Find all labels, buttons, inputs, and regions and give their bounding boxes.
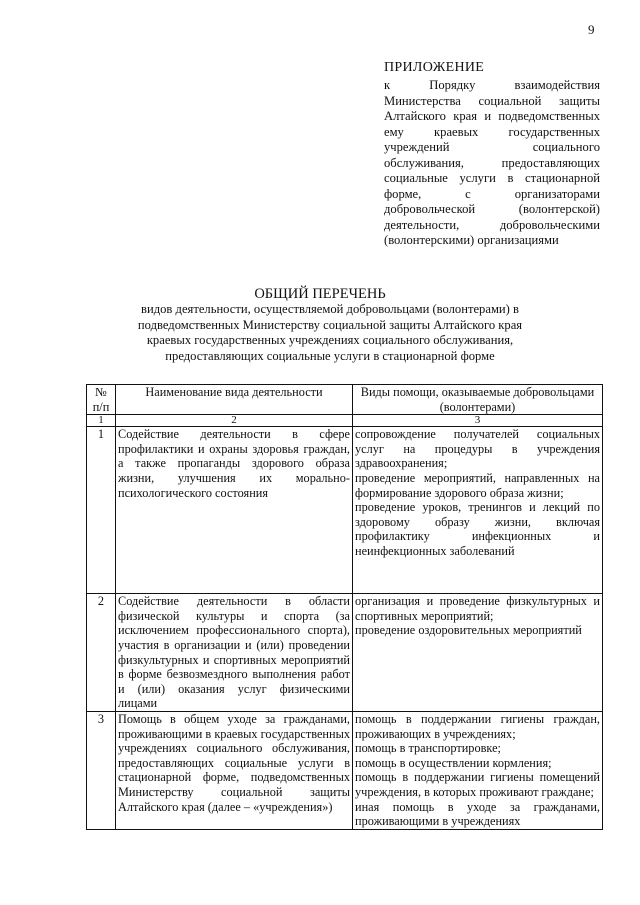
row-number: 3	[87, 711, 116, 829]
activity-cell: Помощь в общем уходе за гражданами, проживающими в краевых государственных учреждениях социального обслуживания, предоставляющих социальные услуги в стационарной форме, подведомственных Министерству социальной защиты Алтайского края (далее – «учреждения»)	[116, 711, 353, 829]
row-number: 2	[87, 594, 116, 712]
activity-cell: Содействие деятельности в сфере профилактики и охраны здоровья граждан, а также пропаганды здорового образа жизни, улучшения их морально-психологического состояния	[116, 427, 353, 594]
appendix-title: ПРИЛОЖЕНИЕ	[384, 60, 485, 75]
help-item: помощь в поддержании гигиены помещений учреждения, в которых проживают граждане;	[355, 770, 600, 799]
list-subtitle: видов деятельности, осуществляемой добровольцами (волонтерами) в подведомственных Министерству социальной защиты Алтайского края краевых государственных учреждениях социального обслуживания, предоставляющих социальные услуги в стационарной форме	[137, 302, 523, 363]
header-help: Виды помощи, оказываемые добровольцами (волонтерами)	[353, 385, 603, 415]
help-item: помощь в поддержании гигиены граждан, проживающих в учреждениях;	[355, 711, 600, 741]
table-row	[87, 711, 603, 829]
table-header-row	[87, 385, 603, 415]
activities-table	[86, 384, 603, 830]
row-number: 1	[87, 427, 116, 594]
page-number: 9	[588, 22, 595, 37]
list-title: ОБЩИЙ ПЕРЕЧЕНЬ	[254, 286, 386, 302]
help-item: организация и проведение физкультурных и спортивных мероприятий;	[355, 594, 600, 623]
help-cell	[353, 711, 603, 829]
help-item: проведение оздоровительных мероприятий	[355, 623, 582, 638]
help-cell	[353, 427, 603, 594]
appendix-block	[384, 60, 600, 249]
help-item: сопровождение получателей социальных услуг на процедуры в учреждения здравоохранения;	[355, 427, 600, 471]
help-cell	[353, 594, 603, 712]
help-item: помощь в транспортировке;	[355, 741, 501, 756]
help-item: иная помощь в уходе за гражданами, проживающими в учреждениях	[355, 799, 600, 829]
col-number: 2	[116, 415, 353, 427]
appendix-text: к Порядку взаимодействия Министерства социальной защиты Алтайского края и подведомственных ему краевых государственных учреждений социального обслуживания, предоставляющих социальные услуги в стационарной форме, с организаторами добровольческой (волонтерской) деятельности, добровольческими (волонтерскими) организациями	[384, 78, 600, 247]
col-number: 1	[87, 415, 116, 427]
help-item: помощь в осуществлении кормления;	[355, 755, 552, 770]
table-row	[87, 427, 603, 594]
activity-cell: Содействие деятельности в области физической культуры и спорта (за исключением профессионального спорта), участия в организации и (или) проведении физкультурных и спортивных мероприятий в форме безвозмездного выполнения работ и (или) оказания услуг физическими лицами	[116, 594, 353, 712]
column-number-row	[87, 415, 603, 427]
col-number: 3	[353, 415, 603, 427]
header-activity: Наименование вида деятельности	[116, 385, 353, 415]
help-item: проведение мероприятий, направленных на формирование здорового образа жизни;	[355, 470, 600, 500]
help-item: проведение уроков, тренингов и лекций по здоровому образу жизни, включая профилактику инфекционных и неинфекционных заболеваний	[355, 500, 600, 558]
table-row	[87, 594, 603, 712]
header-num: № п/п	[87, 385, 116, 415]
